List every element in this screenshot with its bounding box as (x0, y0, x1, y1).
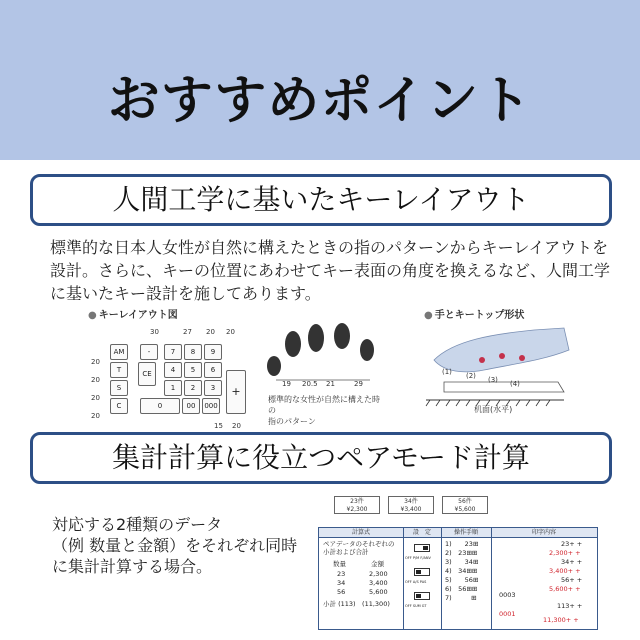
switch-icon (414, 568, 430, 576)
key: 2 (184, 380, 202, 396)
dim-label: 20 (226, 328, 235, 336)
key: AM (110, 344, 128, 360)
table-divider (403, 528, 404, 629)
print-value: 113+ + (557, 602, 583, 610)
key: 0 (140, 398, 180, 414)
print-value: 56+ + (561, 576, 583, 584)
dim-label: 27 (183, 328, 192, 336)
dim-label: 29 (354, 380, 363, 388)
key-layout-figure (88, 306, 256, 434)
switch-label: OFF A/S PAS (405, 580, 427, 584)
print-value: 34+ + (561, 558, 583, 566)
print-value-red: 2,300+ + (549, 549, 581, 557)
formula-title: ペアデータのそれぞれの (323, 540, 395, 548)
card-amount: ¥2,300 (346, 506, 368, 513)
dim-label: 20 (91, 394, 100, 402)
section-title: 集計計算に役立つペアモード計算 (112, 441, 530, 474)
table-header: 印字内容 (491, 528, 597, 538)
dim-label: 21 (326, 380, 335, 388)
finger-caption (268, 394, 382, 427)
table-divider (441, 528, 442, 629)
keytop-label: (2) (466, 372, 476, 380)
card-qty: 34件 (404, 498, 418, 505)
keytop-label: (3) (488, 376, 498, 384)
key: + (226, 370, 246, 414)
table-header: 操作手順 (441, 528, 491, 538)
data-card (334, 496, 380, 514)
key: 00 (182, 398, 200, 414)
surface-label: 机面(水平) (474, 405, 513, 414)
data-card (388, 496, 434, 514)
table-divider (491, 528, 492, 629)
keytop-figure-title: ● 手とキートップ形状 (424, 306, 524, 321)
print-code-red: 0001 (499, 610, 516, 618)
subtotal-row: 小計 (113) (11,300) (323, 600, 390, 608)
formula-title: 小計および合計 (323, 548, 369, 556)
amount-cell: 5,600 (369, 588, 388, 596)
step-item: 2) 23⊞⊞ (445, 549, 478, 557)
print-code: 0003 (499, 591, 516, 599)
card-qty: 23件 (350, 498, 364, 505)
section-description: 標準的な日本人女性が自然に構えたときの指のパターンからキーレイアウトを設計。さらに、キーの位置にあわせてキー表面の角度を換えるなど、人間工学に基いたキー設計を施してあります。 (50, 238, 611, 303)
pair-mode-description (52, 514, 297, 577)
switch-label: OFF P/M F/ANV (405, 556, 431, 560)
description-line: 対応する2種類のデータ (52, 515, 223, 534)
col-amount-label: 金額 (371, 560, 384, 568)
key: 4 (164, 362, 182, 378)
col-qty-label: 数量 (333, 560, 346, 568)
step-item: 3) 34⊞ (445, 558, 479, 566)
key: 5 (184, 362, 202, 378)
hand-keytop-illustration (424, 320, 574, 410)
dim-label: 20 (91, 376, 100, 384)
data-card (442, 496, 488, 514)
key: 000 (202, 398, 220, 414)
key: 1 (164, 380, 182, 396)
finger-caption-line: 標準的な女性が自然に構えた時の (268, 395, 380, 415)
section-title: 人間工学に基いたキーレイアウト (112, 183, 530, 216)
section-title-box-pair-mode (30, 432, 612, 484)
step-item: 1) 23⊞ (445, 540, 479, 548)
dim-label: 20 (232, 422, 241, 430)
print-value-red: 11,300+ + (543, 616, 579, 624)
header-banner (0, 0, 640, 160)
page-title: おすすめポイント (107, 71, 533, 131)
card-amount: ¥3,400 (400, 506, 422, 513)
print-value-red: 3,400+ + (549, 567, 581, 575)
pair-calculation-table (318, 527, 598, 630)
step-item: 7) ⊞ (445, 594, 477, 602)
amount-cell: 2,300 (369, 570, 388, 578)
card-amount: ¥5,600 (454, 506, 476, 513)
dim-label: 20 (206, 328, 215, 336)
finger-caption-line: 指のパターン (268, 417, 316, 426)
switch-label: OFF SUM GT (405, 604, 427, 608)
dim-label: 20 (91, 358, 100, 366)
dim-label: 20.5 (302, 380, 318, 388)
qty-cell: 34 (337, 579, 346, 587)
key: 8 (184, 344, 202, 360)
section-title-box-ergonomic (30, 174, 612, 226)
key: 9 (204, 344, 222, 360)
description-line: （例 数量と金額）をそれぞれ同時 (52, 536, 298, 555)
qty-cell: 23 (337, 570, 346, 578)
print-value: 23+ + (561, 540, 583, 548)
key: T (110, 362, 128, 378)
amount-cell: 3,400 (369, 579, 388, 587)
dim-label: 20 (91, 412, 100, 420)
key: S (110, 380, 128, 396)
qty-cell: 56 (337, 588, 346, 596)
description-line: に集計計算する場合。 (52, 557, 213, 576)
key: C (110, 398, 128, 414)
switch-icon (414, 544, 430, 552)
table-header: 設 定 (403, 528, 441, 538)
dim-label: 19 (282, 380, 291, 388)
step-item: 4) 34⊞⊞ (445, 567, 478, 575)
key: - (140, 344, 158, 360)
dim-label: 30 (150, 328, 159, 336)
card-qty: 56件 (458, 498, 472, 505)
print-value-red: 5,600+ + (549, 585, 581, 593)
switch-icon (414, 592, 430, 600)
keytop-shape-figure (424, 306, 574, 420)
key: 6 (204, 362, 222, 378)
finger-pattern-figure (262, 314, 382, 430)
key: 3 (204, 380, 222, 396)
key-layout-figure-title: ● キーレイアウト図 (88, 306, 178, 321)
key: 7 (164, 344, 182, 360)
step-item: 5) 56⊞ (445, 576, 479, 584)
dim-label: 15 (214, 422, 223, 430)
step-item: 6) 56⊞⊞ (445, 585, 478, 593)
keytop-label: (4) (510, 380, 520, 388)
table-header: 計算式 (319, 528, 403, 538)
keytop-label: (1) (442, 368, 452, 376)
key: CE (138, 362, 156, 386)
fingerprint-illustration (262, 314, 382, 384)
